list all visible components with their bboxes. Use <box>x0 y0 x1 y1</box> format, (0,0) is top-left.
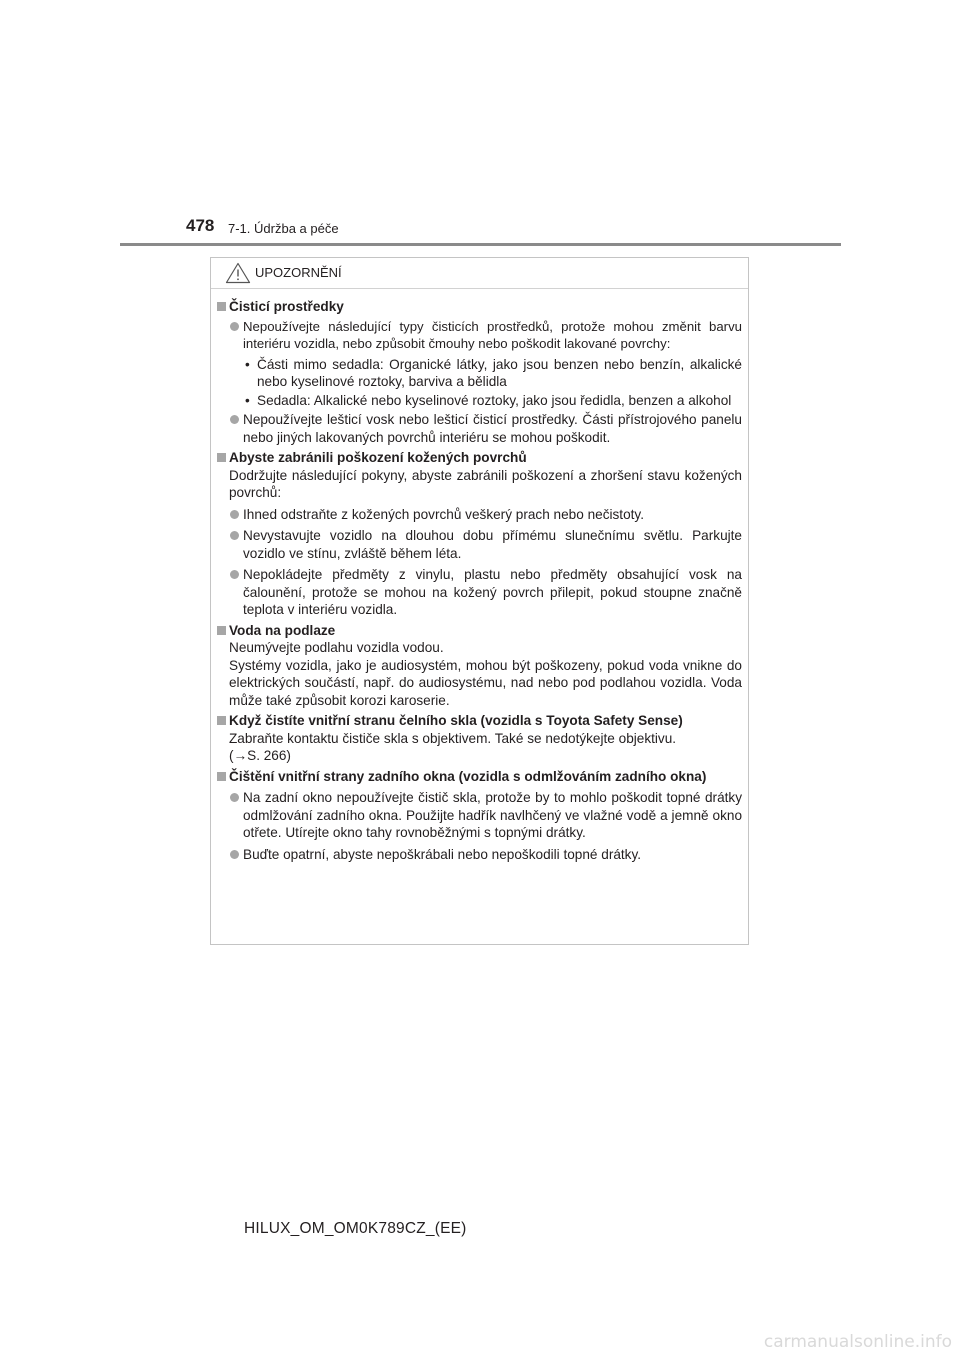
bullet-text: Ihned odstraňte z kožených povrchů veškerý prach nebo nečistoty. <box>243 506 644 522</box>
warning-header <box>211 258 748 289</box>
section-floor-water <box>217 622 742 710</box>
section-heading <box>217 712 742 730</box>
round-bullet-icon <box>230 510 239 519</box>
sub-bullet-text: Části mimo sedadla: Organické látky, jako jsou benzen nebo benzín, alkalické nebo kyselinové roztoky, barviva a bělidla <box>257 356 742 389</box>
warning-body <box>217 298 742 866</box>
square-marker-icon <box>217 626 226 635</box>
section-cleaning-agents <box>217 298 742 446</box>
bullet-text: Buďte opatrní, abyste nepoškrábali nebo nepoškodili topné drátky. <box>243 846 642 862</box>
round-bullet-icon <box>230 850 239 859</box>
section-paragraph: Zabraňte kontaktu čističe skla s objektivem. Také se nedotýkejte objektivu. <box>229 730 677 746</box>
section-heading <box>217 449 742 467</box>
section-rear-window <box>217 768 742 864</box>
round-bullet-icon <box>230 793 239 802</box>
section-windshield <box>217 712 742 765</box>
bullet-text: Nevystavujte vozidlo na dlouhou dobu přímému slunečnímu světlu. Parkujte vozidlo ve stínu, zvláště během léta. <box>243 528 742 561</box>
sub-bullet-item <box>217 392 742 410</box>
square-marker-icon <box>217 716 226 725</box>
round-bullet-icon <box>230 531 239 540</box>
bullet-item <box>217 318 742 353</box>
page-reference: (→S. 266) <box>229 748 291 763</box>
bullet-item <box>217 846 742 864</box>
bullet-text: Nepoužívejte následující typy čisticích prostředků, protože mohou změnit barvu interiéru vozidla, nebo způsobit čmouhy nebo poškodit lakované povrchy: <box>243 318 742 351</box>
bullet-text: Nepokládejte předměty z vinylu, plastu nebo předměty obsahující vosk na čalounění, protože se mohou na kožený povrch přilepit, pokud stoupne značně teplota v interiéru vozidla. <box>243 567 742 617</box>
round-bullet-icon <box>230 570 239 579</box>
header-rule <box>120 243 841 246</box>
section-paragraph: Dodržujte následující pokyny, abyste zabránili poškození a zhoršení stavu kožených povrchů: <box>229 467 742 500</box>
sub-bullet-item <box>217 356 742 391</box>
round-bullet-icon <box>230 415 239 424</box>
section-heading-text: Voda na podlaze <box>229 622 336 638</box>
bullet-item <box>217 506 742 524</box>
warning-triangle-icon <box>225 262 251 284</box>
section-paragraph: Systémy vozidla, jako je audiosystém, mohou být poškozeny, pokud voda vnikne do elektrických součástí, např. do audiosystému, nad nebo pod podlahou vozidla. Voda může také způsobit korozi karoserie. <box>229 657 742 708</box>
bullet-text: Nepoužívejte lešticí vosk nebo lešticí čisticí prostředky. Části přístrojového panelu nebo jiných lakovaných povrchů interiéru se mohou poškodit. <box>243 412 742 445</box>
round-bullet-icon <box>230 322 239 331</box>
square-marker-icon <box>217 453 226 462</box>
square-marker-icon <box>217 302 226 311</box>
sub-bullet-marker: • <box>245 392 250 408</box>
bullet-item <box>217 566 742 619</box>
sub-bullet-marker: • <box>245 356 250 372</box>
section-leather-care <box>217 449 742 619</box>
bullet-item <box>217 527 742 562</box>
warning-box <box>210 257 749 945</box>
section-heading <box>217 768 742 786</box>
bullet-item <box>217 789 742 842</box>
warning-label: UPOZORNĚNÍ <box>255 265 342 280</box>
square-marker-icon <box>217 772 226 781</box>
bullet-text: Na zadní okno nepoužívejte čistič skla, protože by to mohlo poškodit topné drátky odmlžování zadního okna. Použijte hadřík navlhčený ve vlažné vodě a jemně okno otřete. Utírejte okno tahy rovnoběžnými s topnými drátky. <box>243 790 742 840</box>
section-heading-text: Čisticí prostředky <box>229 299 344 314</box>
bullet-item <box>217 411 742 446</box>
section-heading-text: Abyste zabránili poškození kožených povrchů <box>229 450 527 465</box>
section-heading <box>217 298 742 316</box>
sub-bullet-text: Sedadla: Alkalické nebo kyselinové roztoky, jako jsou ředidla, benzen a alkohol <box>257 392 732 408</box>
section-paragraph: Neumývejte podlahu vozidla vodou. <box>229 640 444 655</box>
page-number: 478 <box>186 216 215 235</box>
watermark-logo: carmanualsonline.info <box>763 1332 952 1352</box>
section-heading <box>217 622 742 640</box>
section-title: 7-1. Údržba a péče <box>228 221 339 236</box>
document-code: HILUX_OM_OM0K789CZ_(EE) <box>244 1220 467 1237</box>
section-heading-text: Čištění vnitřní strany zadního okna (vozidla s odmlžováním zadního okna) <box>229 768 707 784</box>
section-heading-text: Když čistíte vnitřní stranu čelního skla (vozidla s Toyota Safety Sense) <box>229 713 683 728</box>
